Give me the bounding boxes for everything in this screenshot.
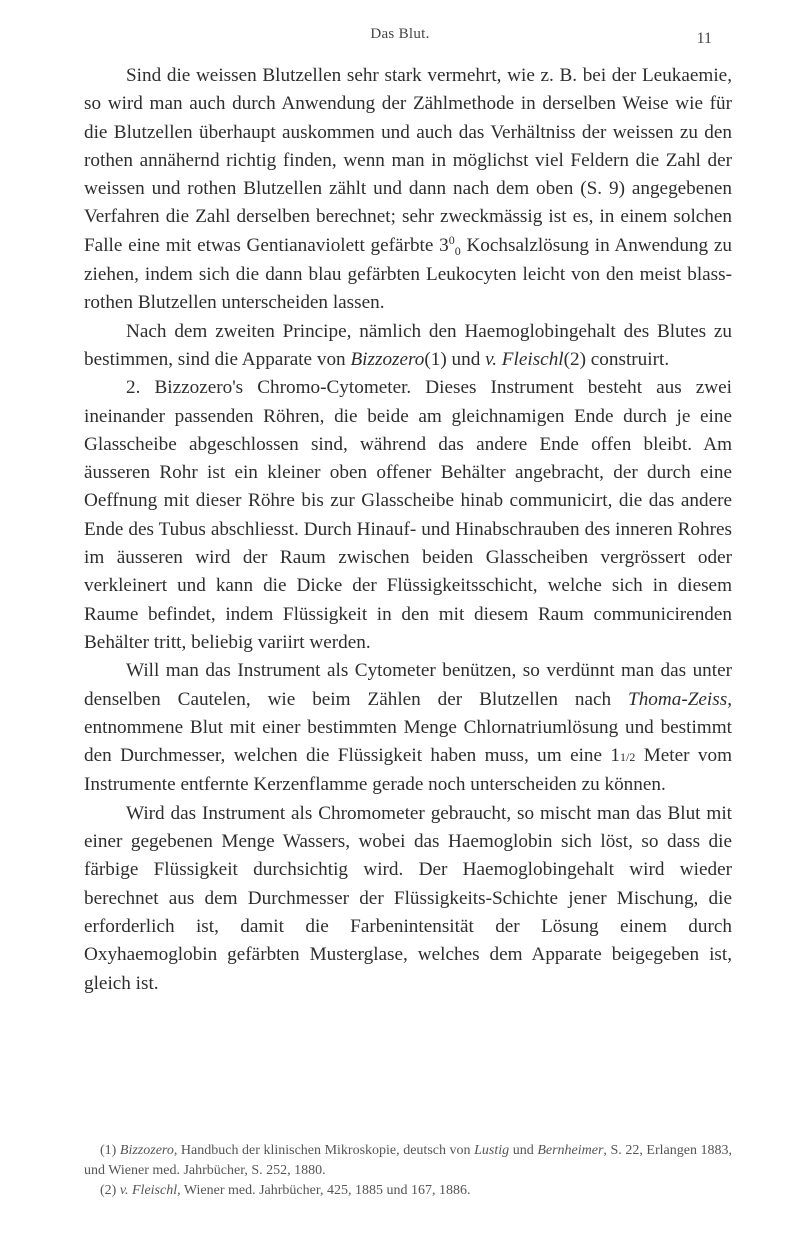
paragraph-principle (84, 318, 732, 375)
author-name: Bizzozero (350, 348, 425, 370)
paragraph-text: Nach dem zweiten Principe, nämlich den Haemoglobingehalt des Blutes zu bestimmen, sind die Apparate von (84, 320, 732, 370)
author-name: Lustig (474, 1143, 510, 1158)
footnote-text: , S. 22, Erlangen 1883, und Wiener med. Jahrbücher, S. 252, 1880. (84, 1143, 733, 1178)
footnote-number: (1) (100, 1143, 117, 1158)
subscript: 0 (454, 243, 461, 258)
author-name: v. Fleischl (119, 1183, 178, 1198)
paragraph-text: , entnommene Blut mit einer bestimmten Menge Chlornatriumlösung und bestimmt den Durchmesser, welchen die Flüssigkeit haben muss, um eine 1 (84, 688, 732, 767)
paragraph-chromo-cytometer (84, 374, 732, 657)
fraction: 1/2 (620, 750, 636, 765)
paragraph-text: Meter vom Instrumente entfernte Kerzenflamme gerade noch unterscheiden zu können. (84, 745, 733, 796)
footnote-text: , Wiener med. Jahrbücher, 425, 1885 und 167, 1886. (177, 1183, 471, 1198)
paragraph-text: Kochsalzlösung in Anwendung zu ziehen, indem sich die dann blau gefärbten Leukocyten leicht von den meist blass-rothen Blutzellen unterscheiden lassen. (84, 234, 732, 314)
paragraph-text: (1) und (424, 348, 486, 370)
author-name: Thoma-Zeiss (628, 688, 728, 710)
paragraph-text: Wird das Instrument als Chromometer gebraucht, so mischt man das Blut mit einer gegebenen Menge Wassers, wobei das Haemoglobin sich löst, so dass die färbige Flüssigkeit durchsichtig wird. Der Haemoglobingehalt wird wieder berechnet aus dem Durchmesser der Flüssigkeits-Schichte jener Mischung, die erforderlich ist, damit die Farbenintensität der Lösung einem durch Oxyhaemoglobin gefärbten Musterglase, welches dem Apparate beigegeben ist, gleich ist. (84, 802, 732, 994)
author-name: Bernheimer (537, 1143, 604, 1158)
footnote-number: (2) (100, 1183, 117, 1198)
paragraph-text: (2) construirt. (563, 348, 670, 370)
footnote-text: und (509, 1143, 538, 1158)
paragraph-text: Sind die weissen Blutzellen sehr stark vermehrt, wie z. B. bei der Leukaemie, so wird man auch durch Anwendung der Zählmethode in derselben Weise wie für die Blutzellen überhaupt auskommen und auch das Verhältniss der weissen zu den rothen annähernd richtig finden, wenn man in möglichst viel Feldern die Zahl der weissen und rothen Blutzellen zählt und dann nach dem oben (S. 9) angegebenen Verfahren die Zahl derselben berechnet; sehr zweckmässig ist es, in einem solchen Falle eine mit etwas Gentianaviolett gefärbte 3 (84, 65, 732, 256)
footnotes (84, 1141, 732, 1201)
footnote-1 (84, 1141, 732, 1181)
author-name: v. Fleischl (485, 348, 564, 370)
page-number: 11 (696, 30, 712, 47)
section-heading: 2. Bizzozero's Chromo-Cytometer. (126, 377, 412, 399)
running-head (0, 26, 800, 50)
paragraph-text: Will man das Instrument als Cytometer benützen, so verdünnt man das unter denselben Cautelen, wie beim Zählen der Blutzellen nach (84, 660, 732, 710)
paragraph-cytometer-use (84, 657, 732, 799)
paragraph-text: Dieses Instrument besteht aus zwei ineinander passenden Röhren, die beide am gleichnamigen Ende durch je eine Glasscheibe abgeschlossen sind, während das andere Ende offen bleibt. Am äusseren Rohr ist ein kleiner oben offener Behälter angebracht, der durch eine Oeffnung mit dieser Röhre bis zur Glasscheibe hinab communicirt, die das andere Ende des Tubus abschliesst. Durch Hinauf- und Hinabschrauben des inneren Rohres im äusseren wird der Raum zwischen beiden Glasscheiben vergrössert oder verkleinert und kann die Dicke der Flüssigkeitsschicht, welche sich in diesem Raume befindet, indem Flüssigkeit in den mit diesem Raum communicirenden Behälter tritt, beliebig variirt werden. (84, 377, 732, 653)
author-name: Bizzozero (119, 1143, 174, 1158)
body-text (84, 62, 732, 998)
footnote-text: , Handbuch der klinischen Mikroskopie, deutsch von (173, 1143, 475, 1158)
superscript: 0 (448, 232, 455, 247)
paragraph-leukaemia (84, 62, 732, 318)
running-title: Das Blut. (370, 26, 430, 42)
footnote-2 (84, 1181, 732, 1201)
paragraph-chromometer-use (84, 800, 732, 998)
